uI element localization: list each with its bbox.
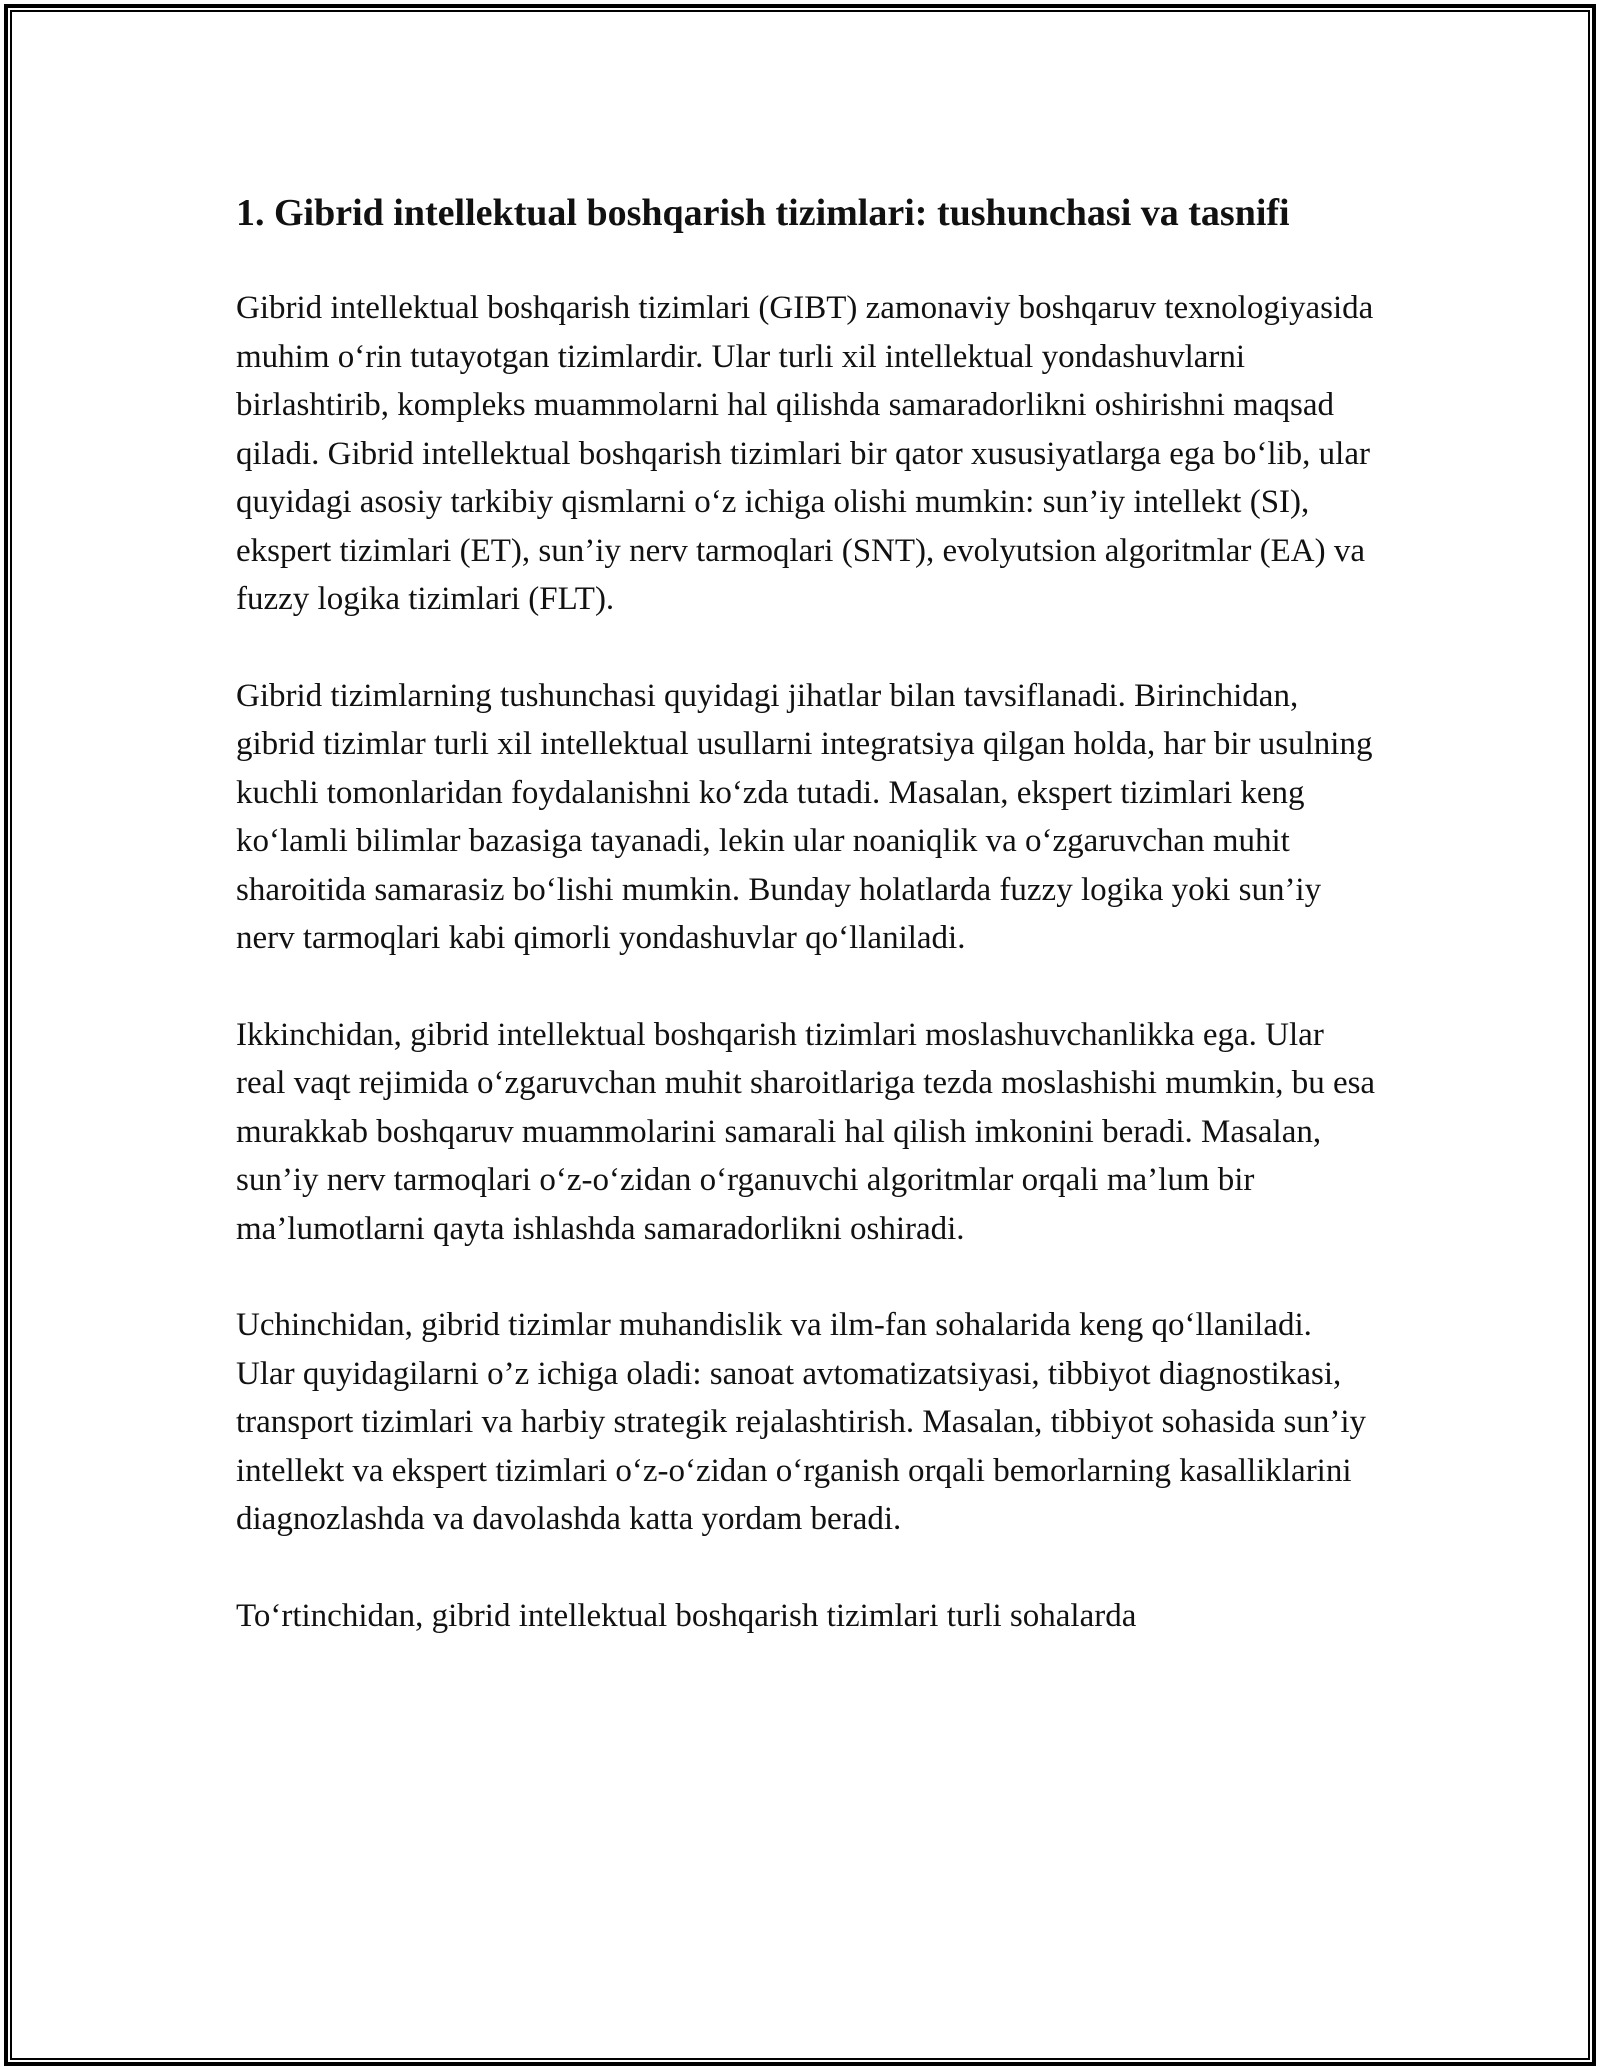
paragraph-first: Gibrid tizimlarning tushunchasi quyidagi jihatlar bilan tavsiflanadi. Birinchidan, gibrid tizimlar turli xil intellektual usullarni integratsiya qilgan holda, har bir usulning kuchli tomonlaridan foydalanishni ko‘zda tutadi. Masalan, ekspert tizimlari keng ko‘lamli bilimlar bazasiga tayanadi, lekin ular noaniqlik va o‘zgaruvchan muhit sharoitida samarasiz bo‘lishi mumkin. Bunday holatlarda fuzzy logika yoki sun’iy nerv tarmoqlari kabi qimorli yondashuvlar qo‘llaniladi. (236, 677, 1373, 956)
paragraph-second: Ikkinchidan, gibrid intellektual boshqarish tizimlari moslashuvchanlikka ega. Ular real vaqt rejimida o‘zgaruvchan muhit sharoitlariga tezda moslashishi mumkin, bu esa murakkab boshqaruv muammolarini samarali hal qilish imkonini beradi. Masalan, sun’iy nerv tarmoqlari o‘z-o‘zidan o‘rganuvchi algoritmlar orqali ma’lum bir ma’lumotlarni qayta ishlashda samaradorlikni oshiradi. (236, 1016, 1376, 1247)
document-body (236, 186, 1376, 1688)
paragraph-third: Uchinchidan, gibrid tizimlar muhandislik va ilm-fan sohalarida keng qo‘llaniladi. Ular quyidagilarni o’z ichiga oladi: sanoat avtomatizatsiyasi, tibbiyot diagnostikasi, transport tizimlari va harbiy strategik rejalashtirish. Masalan, tibbiyot sohasida sun’iy intellekt va ekspert tizimlari o‘z-o‘zidan o‘rganish orqali bemorlarning kasalliklarini diagnozlashda va davolashda katta yordam beradi. (236, 1307, 1366, 1537)
paragraph-fourth: To‘rtinchidan, gibrid intellektual boshqarish tizimlari turli sohalarda (236, 1597, 1137, 1634)
paragraph-intro: Gibrid intellektual boshqarish tizimlari (GIBT) zamonaviy boshqaruv texnologiyasida muhim o‘rin tutayotgan tizimlardir. Ular turli xil intellektual yondashuvlarni birlashtirib, kompleks muammolarni hal qilishda samaradorlikni oshirishni maqsad qiladi. Gibrid intellektual boshqarish tizimlari bir qator xususiyatlarga ega bo‘lib, ular quyidagi asosiy tarkibiy qismlarni o‘z ichiga olishi mumkin: sun’iy intellekt (SI), ekspert tizimlari (ET), sun’iy nerv tarmoqlari (SNT), evolyutsion algoritmlar (EA) va fuzzy logika tizimlari (FLT). (236, 290, 1374, 617)
section-heading: 1. Gibrid intellektual boshqarish tizimlari: tushunchasi va tasnifi (236, 192, 1290, 234)
